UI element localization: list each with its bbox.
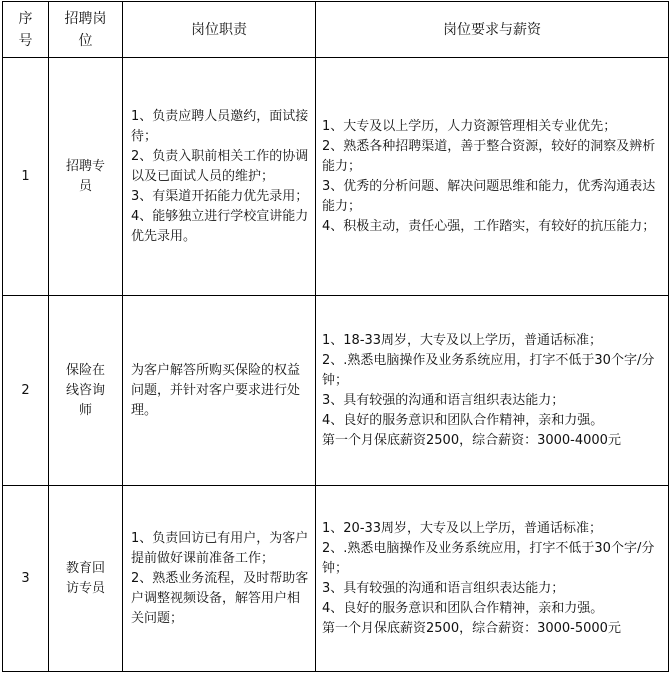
requirements-cell: [316, 296, 669, 486]
salary-line: 第一个月保底薪资2500，综合薪资：3000-5000元: [322, 620, 621, 636]
duty-line: 4、能够独立进行学校宣讲能力优先录用。: [131, 208, 309, 244]
table-row: [3, 486, 669, 672]
duty-line: 为客户解答所购买保险的权益问题，并针对客户要求进行处理。: [131, 362, 301, 418]
requirement-line: 4、良好的服务意识和团队合作精神，亲和力强。: [322, 600, 604, 616]
position-line: 招聘专: [65, 158, 105, 174]
table-row: [3, 58, 669, 296]
table-row: [3, 296, 669, 486]
requirement-line: 3、优秀的分析问题、解决问题思维和能力，优秀沟通表达能力；: [322, 178, 656, 214]
job-table-document: [0, 1, 670, 672]
row-number: 1: [3, 58, 49, 296]
requirement-line: 1、20-33周岁，大专及以上学历，普通话标准；: [322, 520, 603, 536]
duty-line: 2、熟悉业务流程，及时帮助客户调整视频设备，解答用户相关问题；: [131, 570, 309, 626]
header-duties: 岗位职责: [123, 2, 316, 58]
row-number: 2: [3, 296, 49, 486]
position-line: 师: [78, 402, 92, 418]
position-line: 访专员: [65, 580, 105, 596]
header-row: [3, 2, 669, 58]
header-requirements: 岗位要求与薪资: [316, 2, 669, 58]
position-line: 保险在: [65, 362, 105, 378]
position-cell: [49, 58, 123, 296]
requirements-cell: [316, 58, 669, 296]
duty-line: 1、负责回访已有用户，为客户提前做好课前准备工作；: [131, 530, 309, 566]
position-line: 线咨询: [65, 382, 105, 398]
row-number: 3: [3, 486, 49, 672]
requirement-line: 2、.熟悉电脑操作及业务系统应用，打字不低于30个字/分钟；: [322, 540, 655, 576]
position-cell: [49, 486, 123, 672]
requirement-line: 2、.熟悉电脑操作及业务系统应用，打字不低于30个字/分钟；: [322, 352, 655, 388]
requirement-line: 4、积极主动，责任心强，工作踏实，有较好的抗压能力；: [322, 218, 656, 234]
duties-cell: [123, 58, 316, 296]
duties-cell: [123, 296, 316, 486]
position-line: 员: [78, 178, 92, 194]
header-position: 招聘岗位: [49, 2, 123, 58]
job-table: [2, 1, 669, 672]
duties-cell: [123, 486, 316, 672]
duty-line: 1、负责应聘人员邀约，面试接待；: [131, 108, 309, 144]
position-line: 教育回: [65, 560, 105, 576]
requirement-line: 3、具有较强的沟通和语言组织表达能力；: [322, 580, 565, 596]
position-cell: [49, 296, 123, 486]
requirement-line: 2、熟悉各种招聘渠道，善于整合资源，较好的洞察及辨析能力；: [322, 138, 656, 174]
requirements-cell: [316, 486, 669, 672]
requirement-line: 4、良好的服务意识和团队合作精神，亲和力强。: [322, 412, 604, 428]
salary-line: 第一个月保底薪资2500，综合薪资：3000-4000元: [322, 432, 621, 448]
duty-line: 3、有渠道开拓能力优先录用；: [131, 188, 309, 204]
requirement-line: 1、18-33周岁，大专及以上学历，普通话标准；: [322, 332, 603, 348]
header-no: 序号: [3, 2, 49, 58]
requirement-line: 3、具有较强的沟通和语言组织表达能力；: [322, 392, 565, 408]
requirement-line: 1、大专及以上学历，人力资源管理相关专业优先；: [322, 118, 617, 134]
duty-line: 2、负责入职前相关工作的协调以及已面试人员的维护；: [131, 148, 309, 184]
